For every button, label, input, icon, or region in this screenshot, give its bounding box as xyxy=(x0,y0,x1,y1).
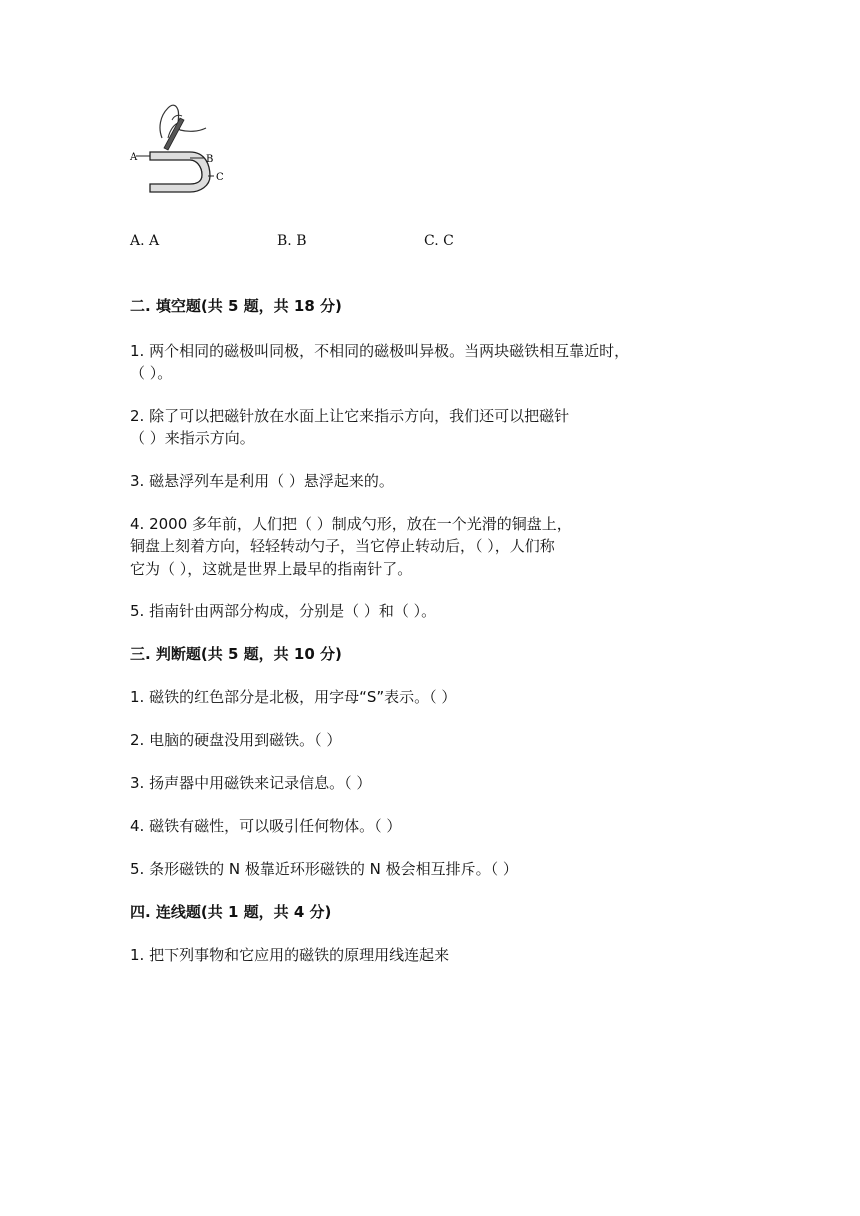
label-c: C xyxy=(216,172,224,183)
fill-q3: 3. 磁悬浮列车是利用（ ）悬浮起来的。 xyxy=(130,472,394,490)
section-3-title: 三. 判断题(共 5 题，共 10 分) xyxy=(130,645,342,663)
section-2-title: 二. 填空题(共 5 题，共 18 分) xyxy=(130,297,342,315)
option-c: C. C xyxy=(424,233,454,249)
horseshoe-magnet-illustration xyxy=(128,98,228,198)
label-b: B xyxy=(206,154,214,165)
fill-q5: 5. 指南针由两部分构成，分别是（ ）和（ ）。 xyxy=(130,602,437,620)
judge-q5: 5. 条形磁铁的 N 极靠近环形磁铁的 N 极会相互排斥。（ ） xyxy=(130,860,518,878)
option-a: A. A xyxy=(130,233,160,249)
match-q1: 1. 把下列事物和它应用的磁铁的原理用线连起来 xyxy=(130,946,450,964)
section-4-title: 四. 连线题(共 1 题，共 4 分) xyxy=(130,903,332,921)
judge-q4: 4. 磁铁有磁性，可以吸引任何物体。（ ） xyxy=(130,817,402,835)
judge-q1: 1. 磁铁的红色部分是北极，用字母“S”表示。（ ） xyxy=(130,688,457,706)
fill-q4-line3: 它为（ ），这就是世界上最早的指南针了。 xyxy=(130,560,413,578)
option-b: B. B xyxy=(277,233,307,249)
fill-q2-line1: 2. 除了可以把磁针放在水面上让它来指示方向，我们还可以把磁针 xyxy=(130,407,570,425)
fill-q2-line2: （ ）来指示方向。 xyxy=(130,429,255,447)
judge-q3: 3. 扬声器中用磁铁来记录信息。（ ） xyxy=(130,774,372,792)
label-a: A xyxy=(130,152,138,163)
fill-q1-line2: （ ）。 xyxy=(130,364,173,382)
magnet-figure xyxy=(128,98,228,198)
fill-q1-line1: 1. 两个相同的磁极叫同极，不相同的磁极叫异极。当两块磁铁相互靠近时， xyxy=(130,342,630,360)
judge-q2: 2. 电脑的硬盘没用到磁铁。（ ） xyxy=(130,731,342,749)
fill-q4-line1: 4. 2000 多年前，人们把（ ）制成勺形，放在一个光滑的铜盘上， xyxy=(130,515,572,533)
fill-q4-line2: 铜盘上刻着方向，轻轻转动勺子，当它停止转动后，（ ），人们称 xyxy=(130,537,555,555)
